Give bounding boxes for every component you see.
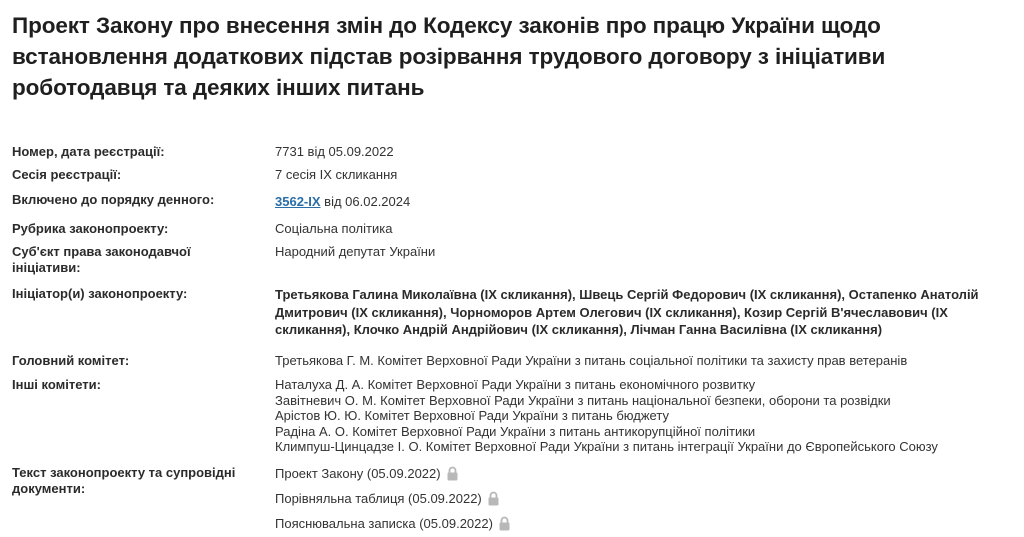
document-item xyxy=(275,487,1017,509)
session-label: Сесія реєстрації: xyxy=(12,167,122,182)
registration-label: Номер, дата реєстрації: xyxy=(12,144,165,159)
agenda-law-link[interactable]: 3562-IX xyxy=(275,194,321,209)
document-link-explanatory[interactable]: Пояснювальна записка (05.09.2022) xyxy=(275,515,493,531)
row-agenda xyxy=(12,190,1017,214)
row-other-committees xyxy=(12,375,1017,455)
row-subject xyxy=(12,242,1017,276)
document-link-comparison[interactable]: Порівняльна таблиця (05.09.2022) xyxy=(275,490,482,506)
main-committee-value: Третьякова Г. М. Комітет Верховної Ради України з питань соціальної політики та захисту прав ветеранів xyxy=(275,353,908,368)
subject-value: Народний депутат України xyxy=(275,244,436,259)
committee-item: Арістов Ю. Ю. Комітет Верховної Ради України з питань бюджету xyxy=(275,408,669,423)
committee-item: Наталуха Д. А. Комітет Верховної Ради України з питань економічного розвитку xyxy=(275,377,756,392)
committee-item: Завітневич О. М. Комітет Верховної Ради України з питань національної безпеки, оборони та розвідки xyxy=(275,392,891,408)
document-item xyxy=(275,512,1017,534)
row-session xyxy=(12,165,1017,185)
page-title: Проект Закону про внесення змін до Кодексу законів про працю України щодо встановлення додаткових підстав розірвання трудового договору з ініціативи роботодавця та деяких інших питань xyxy=(12,13,886,100)
lock-icon xyxy=(487,491,500,506)
subject-label: Суб'єкт права законодавчої ініціативи: xyxy=(12,244,191,275)
committee-item: Радіна А. О. Комітет Верховної Ради України з питань антикорупційної політики xyxy=(275,423,756,439)
row-registration xyxy=(12,142,1017,162)
session-value: 7 сесія IX скликання xyxy=(275,167,398,182)
agenda-date: від 06.02.2024 xyxy=(324,194,411,209)
documents-label: Текст законопроекту та супровідні документи: xyxy=(12,465,236,496)
lock-icon xyxy=(446,466,459,481)
agenda-value xyxy=(275,193,1017,210)
document-link-bill[interactable]: Проект Закону (05.09.2022) xyxy=(275,465,441,481)
lock-icon xyxy=(498,516,511,531)
other-committees-list xyxy=(275,377,1017,455)
document-item xyxy=(275,462,1017,484)
committee-item: Климпуш-Цинцадзе І. О. Комітет Верховної Ради України з питань інтеграції України до Європейського Союзу xyxy=(275,439,938,454)
agenda-label: Включено до порядку денного: xyxy=(12,192,215,207)
row-rubric xyxy=(12,219,1017,239)
row-main-committee xyxy=(12,351,1017,371)
other-committees-label: Інші комітети: xyxy=(12,377,101,392)
documents-list xyxy=(275,462,1017,537)
row-documents xyxy=(12,463,1017,533)
main-committee-label: Головний комітет: xyxy=(12,353,130,368)
registration-value: 7731 від 05.09.2022 xyxy=(275,144,394,159)
initiators-label: Ініціатор(и) законопроекту: xyxy=(12,286,188,301)
rubric-label: Рубрика законопроекту: xyxy=(12,221,169,236)
initiators-value: Третьякова Галина Миколаївна (IX скликання), Швець Сергій Федорович (IX скликання), Остапенко Анатолій Дмитрович (IX скликання), Чорноморов Артем Олегович (IX скликання), Козир Сергій В'ячеславович (IX скликання), Клочко Андрій Андрійович (IX скликання), Лічман Ганна Василівна (IX скликання) xyxy=(275,287,979,337)
rubric-value: Соціальна політика xyxy=(275,221,393,236)
row-initiators xyxy=(12,284,1017,344)
